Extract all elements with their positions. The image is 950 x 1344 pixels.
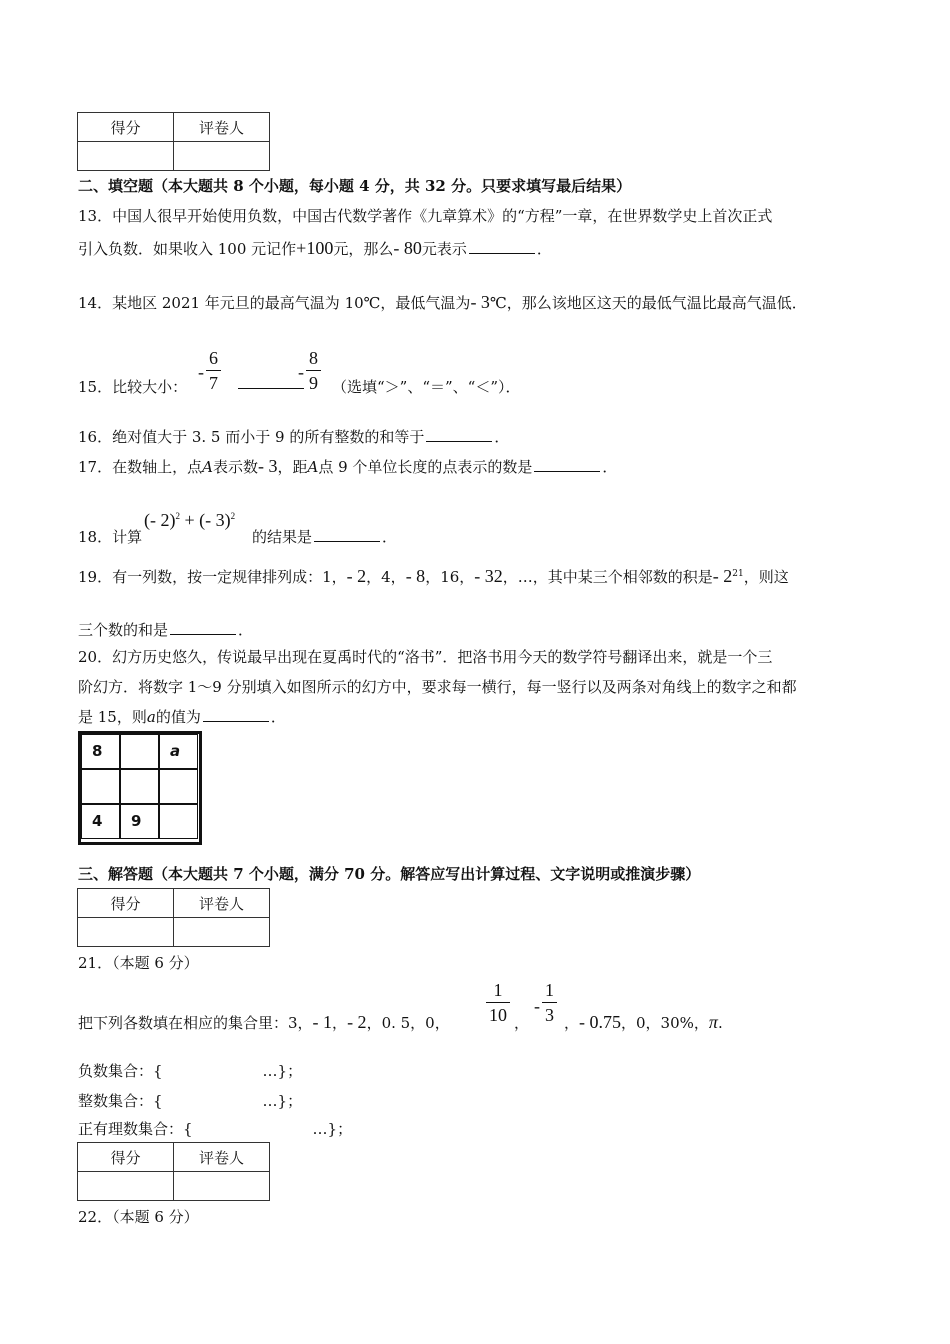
q18-tail — [252, 526, 397, 547]
q14-text-a: 14．某地区 2021 年元旦的最高气温为 10℃，最低气温为 — [78, 294, 471, 312]
grader-cell[interactable] — [174, 142, 270, 171]
magic-cell — [120, 769, 159, 804]
q20-line3 — [78, 706, 286, 727]
q18-answer-blank[interactable] — [314, 527, 380, 542]
q15-fraction-2 — [306, 346, 321, 395]
q18-base2: (- 3) — [199, 510, 231, 530]
q16-text-a: 16．绝对值大于 3. 5 而小于 9 的所有整数的和等于 — [78, 428, 425, 446]
q21-set-positive-rational — [78, 1118, 352, 1139]
q18-text-a: 18．计算 — [78, 528, 143, 546]
q21-fraction-1-10 — [486, 978, 510, 1027]
q21-set-integer — [78, 1090, 302, 1111]
q17-text-b: 表示数 — [212, 458, 258, 476]
q17-text-c: ，距 — [277, 458, 308, 476]
q19-answer-blank[interactable] — [170, 620, 236, 635]
q14-text-b: ℃，那么该地区这天的最低气温比最高气温低． — [489, 294, 807, 312]
magic-cell: 9 — [120, 804, 159, 839]
q21-math2: - 2 — [347, 1012, 367, 1032]
q20-text-b: 的值为 — [155, 708, 201, 726]
magic-cell — [81, 769, 120, 804]
q20-var-a: a — [146, 708, 156, 726]
section2-heading: 二、填空题（本大题共 8 个小题，每小题 4 分，共 32 分。只要求填写最后结果） — [78, 177, 632, 195]
q21-part1 — [78, 1012, 450, 1033]
q13-text-a: 引入负数．如果收入 100 元记作 — [78, 240, 297, 258]
q21-text-e: ， — [564, 1014, 580, 1032]
q21-set1-label: 负数集合：{ — [78, 1062, 163, 1080]
q21-set3-end: …}； — [312, 1120, 353, 1138]
q21-math1: - 1 — [312, 1012, 333, 1032]
q14-math: - 3 — [470, 292, 490, 312]
q21-numbers-line — [78, 978, 838, 1034]
q17-answer-blank[interactable] — [534, 457, 600, 472]
q21-text-c: ，0. 5，0， — [366, 1014, 450, 1032]
q21-math3: - 0.75 — [579, 1012, 622, 1032]
q13-line1: 13．中国人很早开始使用负数，中国古代数学著作《九章算术》的“方程”一章，在世界数学史上首次正式 — [78, 207, 773, 225]
q19-text-c: ，16， — [425, 568, 475, 586]
q20-line1: 20．幻方历史悠久，传说最早出现在夏禹时代的“洛书”．把洛书用今天的数学符号翻译出来，就是一个三 — [78, 648, 773, 666]
q13-line2 — [78, 238, 552, 259]
q19-text-a: 19．有一列数，按一定规律排列成：1， — [78, 568, 347, 586]
q21-part2 — [564, 1012, 723, 1033]
q21-set2-label: 整数集合：{ — [78, 1092, 163, 1110]
q17-point-a: A — [202, 458, 213, 476]
q16-answer-blank[interactable] — [426, 427, 492, 442]
q15-fraction-1 — [206, 346, 221, 395]
q15-frac1-sign: - — [198, 362, 204, 382]
q19-text-b: ，4， — [366, 568, 406, 586]
q19-math4: - 2 — [712, 566, 733, 586]
q19-line2 — [78, 619, 253, 640]
q19-math3: - 32 — [474, 566, 503, 586]
q21-frac1-den: 10 — [489, 1005, 507, 1025]
q13-text-b: 元，那么 — [333, 240, 394, 258]
q21-fraction-1-3 — [542, 978, 557, 1027]
q20-text-c: ． — [270, 708, 286, 726]
q20-answer-blank[interactable] — [203, 707, 269, 722]
grader-header: 评卷人 — [174, 113, 270, 142]
q13-math-plus100: +100 — [296, 238, 334, 258]
q18-exp2: 2 — [230, 511, 236, 521]
q13-text-c: 元表示 — [421, 240, 467, 258]
score-table-3 — [77, 1142, 270, 1201]
score-header: 得分 — [78, 889, 174, 918]
q15-frac2-sign: - — [298, 362, 304, 382]
q15-text-a: 15．比较大小： — [78, 378, 188, 396]
q17-line — [78, 456, 617, 477]
q17-text-e: ． — [602, 458, 618, 476]
q21-frac2-sign: - — [534, 996, 540, 1016]
q21-title: 21．（本题 6 分） — [78, 954, 199, 972]
q21-text-d: ， — [514, 1014, 530, 1032]
q13-math-minus80: - 80 — [393, 238, 422, 258]
q19-text-d: ，…，其中某三个相邻数的积是 — [502, 568, 713, 586]
q20-text-a: 是 15，则 — [78, 708, 147, 726]
q17-math: - 3 — [257, 456, 278, 476]
q21-set-negative — [78, 1060, 302, 1081]
q17-text-a: 17．在数轴上，点 — [78, 458, 203, 476]
score-header: 得分 — [78, 1143, 174, 1172]
q18-plus: + — [179, 510, 200, 530]
q21-pi: π — [708, 1012, 718, 1032]
q15-frac2-num: 8 — [306, 346, 321, 371]
q21-set3-label: 正有理数集合：{ — [78, 1120, 193, 1138]
score-cell[interactable] — [78, 1172, 174, 1201]
q19-text-line2b: ． — [238, 621, 254, 639]
q15-frac1-den: 7 — [209, 373, 218, 393]
q17-text-d: 点 9 个单位长度的点表示的数是 — [318, 458, 533, 476]
magic-cell — [159, 769, 198, 804]
q19-text-e: ，则这 — [743, 568, 789, 586]
score-header: 得分 — [78, 113, 174, 142]
q19-text-line2: 三个数的和是 — [78, 621, 169, 639]
q21-set1-end: …}； — [262, 1062, 303, 1080]
grader-cell[interactable] — [174, 918, 270, 947]
q16-line — [78, 426, 509, 447]
magic-cell: a — [159, 734, 198, 769]
q21-frac2-num: 1 — [542, 978, 557, 1003]
q13-answer-blank[interactable] — [469, 239, 535, 254]
q21-text-f: ，0，30%， — [621, 1014, 709, 1032]
score-cell[interactable] — [78, 918, 174, 947]
grader-header: 评卷人 — [174, 1143, 270, 1172]
score-table — [77, 112, 270, 171]
q21-text-b: ， — [332, 1014, 348, 1032]
q16-text-b: ． — [494, 428, 510, 446]
magic-cell — [159, 804, 198, 839]
q21-frac2-den: 3 — [545, 1005, 554, 1025]
q17-point-a2: A — [307, 458, 319, 476]
magic-square — [78, 731, 202, 845]
q21-frac1-num: 1 — [486, 978, 510, 1003]
q13-text-d: ． — [536, 240, 552, 258]
q18-text-b: 的结果是 — [252, 528, 313, 546]
score-table-2 — [77, 888, 270, 947]
section3-heading: 三、解答题（本大题共 7 个小题，满分 70 分。解答应写出计算过程、文字说明或推演步骤） — [78, 865, 701, 883]
grader-cell[interactable] — [174, 1172, 270, 1201]
q18-text-c: ． — [382, 528, 398, 546]
q18-base1: (- 2) — [144, 510, 176, 530]
q18-exp1: 2 — [175, 511, 180, 521]
score-cell[interactable] — [78, 142, 174, 171]
q22-title: 22．（本题 6 分） — [78, 1208, 199, 1226]
q19-math1: - 2 — [346, 566, 367, 586]
q15-frac2-den: 9 — [309, 373, 318, 393]
q19-line1 — [78, 566, 789, 587]
q18-expression — [144, 510, 235, 531]
magic-cell: 4 — [81, 804, 120, 839]
q15-frac1-num: 6 — [206, 346, 221, 371]
grader-header: 评卷人 — [174, 889, 270, 918]
q20-line2: 阶幻方．将数字 1～9 分别填入如图所示的幻方中，要求每一横行，每一竖行以及两条对角线上的数字之和都 — [78, 678, 797, 696]
q15-text-b: （选填“＞”、“＝”、“＜”）． — [332, 378, 521, 396]
q19-exp4: 21 — [732, 569, 744, 579]
q21-set2-end: …}； — [262, 1092, 303, 1110]
q19-math2: - 8 — [405, 566, 426, 586]
q15-answer-blank[interactable] — [238, 374, 304, 389]
q14-line — [78, 292, 807, 313]
magic-cell: 8 — [81, 734, 120, 769]
magic-cell — [120, 734, 159, 769]
q21-text-g: . — [717, 1014, 723, 1032]
q21-text-a: 把下列各数填在相应的集合里：3， — [78, 1014, 313, 1032]
